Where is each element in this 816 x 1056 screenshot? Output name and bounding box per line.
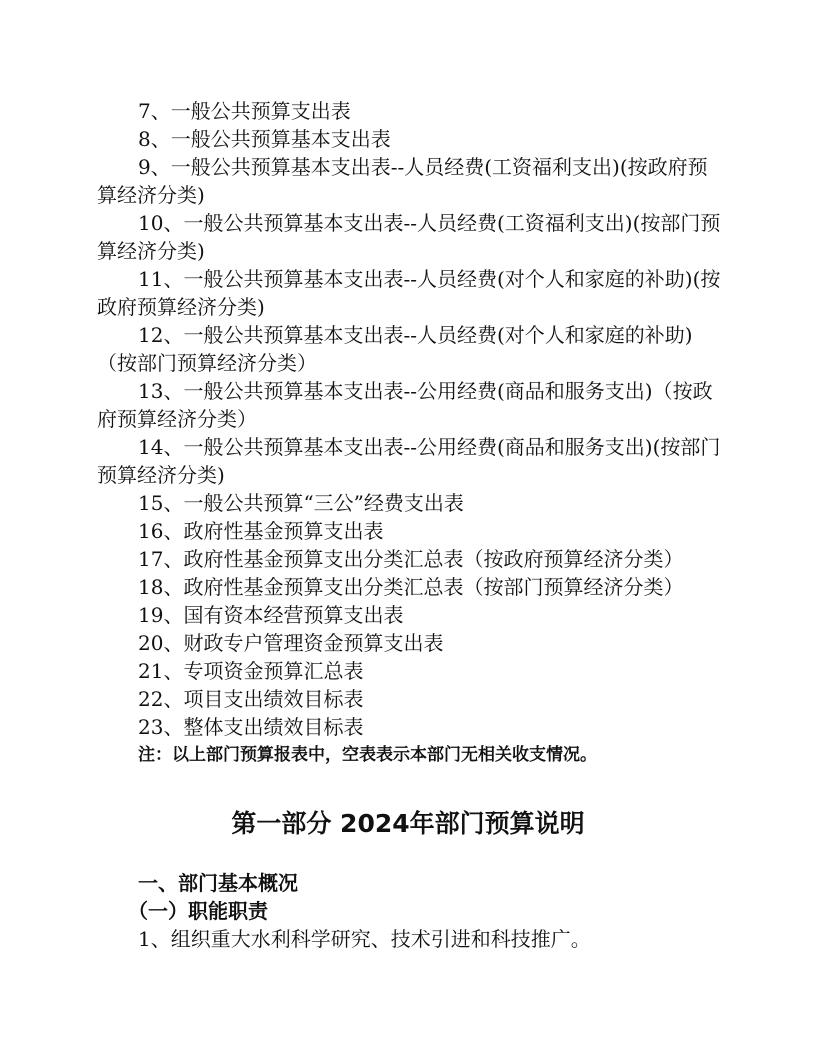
note-text: 注：以上部门预算报表中，空表表示本部门无相关收支情况。 [138,745,597,765]
list-item: 20、财政专户管理资金预算支出表 [138,631,444,655]
table-list [97,97,722,769]
list-item: 12、一般公共预算基本支出表--人员经费(对个人和家庭的补助)（按部门预算经济分类） [97,323,693,375]
list-item: 22、项目支出绩效目标表 [138,687,364,711]
body-paragraph: 1、组织重大水利科学研究、技术引进和科技推广。 [138,927,591,951]
list-item: 11、一般公共预算基本支出表--人员经费(对个人和家庭的补助)(按政府预算经济分类) [97,267,721,319]
list-item: 14、一般公共预算基本支出表--公用经费(商品和服务支出)(按部门预算经济分类) [97,435,721,487]
list-item: 10、一般公共预算基本支出表--人员经费(工资福利支出)(按部门预算经济分类) [97,211,721,263]
part-title: 第一部分 2024年部门预算说明 [231,809,585,838]
list-item: 21、专项资金预算汇总表 [138,659,364,683]
subsection-heading: （一）职能职责 [128,899,268,923]
list-item: 16、政府性基金预算支出表 [138,519,384,543]
list-item: 8、一般公共预算基本支出表 [138,127,391,151]
list-item: 13、一般公共预算基本支出表--公用经费(商品和服务支出)（按政府预算经济分类） [97,379,713,431]
list-item: 15、一般公共预算“三公”经费支出表 [138,491,464,515]
list-item: 23、整体支出绩效目标表 [138,715,364,739]
section-heading: 一、部门基本概况 [138,871,298,895]
list-item: 7、一般公共预算支出表 [138,99,351,123]
list-item: 17、政府性基金预算支出分类汇总表（按政府预算经济分类） [138,547,684,571]
list-item: 19、国有资本经营预算支出表 [138,603,404,627]
list-item: 9、一般公共预算基本支出表--人员经费(工资福利支出)(按政府预算经济分类) [97,155,708,207]
list-item: 18、政府性基金预算支出分类汇总表（按部门预算经济分类） [138,575,684,599]
